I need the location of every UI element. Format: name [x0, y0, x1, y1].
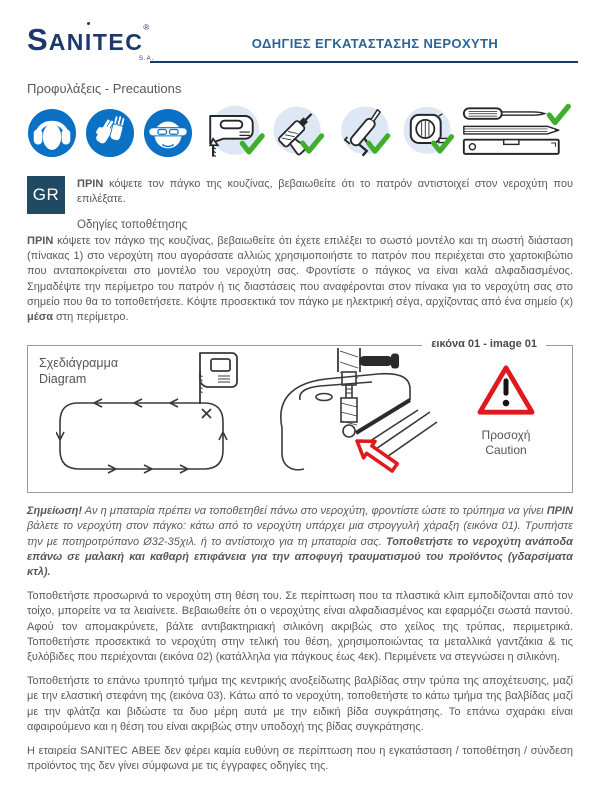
logo-text: S [27, 22, 49, 57]
drilling-illustration [260, 348, 440, 495]
disclaimer: Η εταιρεία SANITEC ΑΒΕΕ δεν φέρει καμία ευθύνη σε περίπτωση που η εγκατάσταση / τοποθέτηση / σύνδεση προϊόντος της δεν γίνει σύμφωνα με τις έγγραφες οδηγίες της. [27, 745, 573, 773]
page-title: ΟΔΗΓΙΕΣ ΕΓΚΑΤΑΣΤΑΣΗΣ ΝΕΡΟΧΥΤΗ [251, 36, 499, 51]
paragraph-install-1: ΠΡΙΝ κόψετε τον πάγκο της κουζίνας, βεβαιωθείτε ότι έχετε επιλέξει το σωστό μοντέλο και τη σωστή διάσταση (πίνακας 1) στο νεροχύτη που αγοράσατε αλλιώς χρησιμοποιήστε το πατρόν που περιέχεται στο χαρτοκιβώτιο που ανταποκρίνεται στο μοντέλο του νεροχύτη σας. Φροντίστε ο πάγκος να είναι καλά αλφαδιασμένος. Σημαδέψτε την περίμετρο του πατρόν ή τις διαστάσεις που αναφέρονται στον πίνακα για το νεροχύτη σας στο σημείο που θα το τοποθετήσετε. Κόψτε προσεκτικά τον πάγκο με ηλεκτρική σέγα, αρχίζοντας από ένα σημείο (x) μέσα στη περίμετρο. [27, 235, 573, 324]
caution-label: Προσοχή Caution [481, 428, 531, 458]
screwdriver-pencil-level-icon [461, 103, 573, 163]
caution-block [456, 362, 556, 458]
sanitec-logo: SANITEC® S.A. [27, 22, 155, 62]
safety-icons-group [27, 108, 193, 158]
paragraph-install-2: Τοποθετήστε προσωρινά το νεροχύτη στη θέση του. Σε περίπτωση που τα πλαστικά κλιπ εμποδίζονται από τον τοίχο, μπορείτε να τα λειαίνετε. Βεβαιωθείτε ότι ο νεροχύτης είναι αλφαδιασμένος και εφαρμόζει σωστά παντού. Αφού τον απομακρύνετε, βάλτε αντιβακτηριακή σιλικόνη ακριβώς στο χείλος της τρύπας, περιμετρικά. Τοποθετήστε προσεκτικά το νεροχύτη στην τελική του θέση, χρησιμοποιώντας τα μεταλλικά γαντζάκια & τις ξυλόβιδες που περιέχονται (εικόνα 02) (κατάλληλα για πάγκους έως 4εκ). Περιμένετε να στεγνώσει η σιλικόνη. [27, 590, 573, 664]
jigsaw-icon [197, 103, 265, 163]
paragraph-install-3: Τοποθετήστε το επάνω τρυπητό τμήμα της κεντρικής ανοξείδωτης βαλβίδας στην τρύπα της αποχέτευσης, μαζί με την ελαστική στεφάνη της (εικόνα 03). Κάτω από το νεροχύτη, τοποθετήστε το κάτω τμήμα της βαλβίδας μαζί με την φλάτζα και βιδώστε τα δυο μέρη αυτά με την ειδική βίδα συγκράτησης. Το επάνω σχαράκι είναι αφαιρούμενο και η θέση του είναι ακριβώς στην υποδοχή της βίδας συγκράτησης. [27, 675, 573, 733]
gr-badge: GR [27, 176, 65, 214]
diagram-label: Σχεδιάγραμμα Diagram [39, 356, 119, 387]
header [27, 24, 573, 72]
registered-mark: ® [143, 23, 150, 32]
protective-gloves-icon [85, 108, 135, 158]
check-icon [549, 106, 568, 122]
note-paragraph: Σημείωση! Αν η μπαταρία πρέπει να τοποθετηθεί πάνω στο νεροχύτη, φροντίστε ώστε το τρύπημα να γίνει ΠΡΙΝ βάλετε το νεροχύτη στον πάγκο: κάτω από το νεροχύτη υπάρχει μια στρογγυλή χάραξη (εικόνα 01). Τρυπήστε την με ποτηροτρύπανο Ø32-35χιλ. ή το αντίστοιχο για τη μπαταρία σας. Τοποθετήστε το νεροχύτη ανάποδα επάνω σε μαλακή και καθαρή επιφάνεια για την αποφυγή τραυματισμού του προϊόντος (γδαρσίματα κτλ). [27, 505, 573, 579]
logo-sa: S.A. [139, 56, 155, 62]
header-rule [150, 61, 578, 63]
ear-protection-icon [27, 108, 77, 158]
tape-measure-icon [399, 103, 457, 163]
safety-goggles-icon [143, 108, 193, 158]
jigsaw-diagram-icon [188, 349, 244, 412]
precautions-label: Προφυλάξεις - Precautions [27, 81, 182, 96]
red-arrow [351, 433, 400, 476]
figure-label: εικόνα 01 - image 01 [422, 338, 546, 350]
caulk-gun-icon [332, 103, 396, 163]
drill-icon [268, 103, 328, 163]
safety-and-tools-icons [27, 101, 573, 165]
instructions-heading: Οδηγίες τοποθέτησης [77, 219, 188, 231]
gr-language-block [27, 176, 573, 214]
caution-triangle-icon [475, 405, 537, 422]
gr-intro-text: ΠΡΙΝ κόψετε τον πάγκο της κουζίνας, βεβαιωθείτε ότι το πατρόν αντιστοιχεί στον νεροχύτη που επιλέξατε. [77, 178, 573, 205]
figure-image-01 [27, 338, 573, 493]
